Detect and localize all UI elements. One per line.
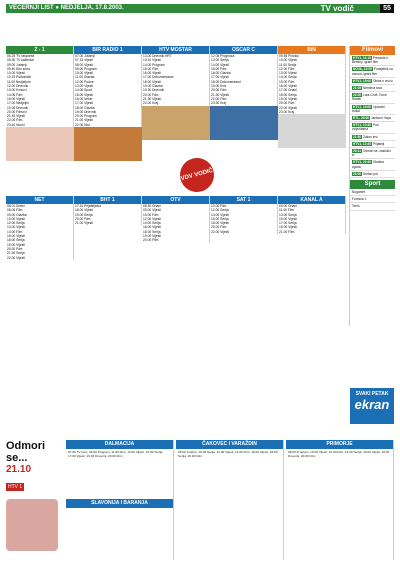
movie-title: Odmori se, zaslužio si [352,149,391,158]
program-item: 20.00 Film [211,225,227,230]
tv-grid [6,46,346,326]
movie-item [350,55,395,66]
program-item: 08.05 Film [7,208,23,213]
program-item: 19.00 Kviz [211,84,227,89]
channel-name: NET [6,196,73,204]
program-item: 09.00 Glazba [7,212,27,217]
program-item: 17.00 Dokumentarac [143,75,174,80]
movie-title: Oblak u vruću [372,78,393,83]
program-item: 22.00 Vijesti [7,255,25,260]
channel-name: BIR RADIO 1 [74,46,141,54]
region-column [286,440,394,560]
program-item: 18.00 Vijesti [143,79,161,84]
movie-item [350,159,395,170]
program-item: 11.00 Glazba [75,75,95,80]
channel-column [278,46,346,148]
program-item: 10.00 Vijesti [7,216,25,221]
program-item: 17.00 Nedjeljni [7,101,29,106]
program-item: 20.00 Film [143,92,159,97]
program-item: 16.00 Vijesti [143,225,161,230]
program-item: 16.00 Vijesti [143,71,161,76]
movie-time: 21:05 [353,86,362,91]
program-item: 08.00 Vijesti [75,62,93,67]
movie-item [350,66,395,77]
program-item: 18.00 Serija [279,92,297,97]
program-item: 09.00 Program [75,66,97,71]
ekran-top: SVAKI PETAK [355,391,389,397]
program-item: 17.00 Serija [279,221,297,226]
program-item: 19.00 Serija [75,212,93,217]
program-item: 23.40 Noćni [7,122,25,127]
program-item: 20.00 Filmovi [7,109,27,114]
program-item: 20.00 Film [143,238,159,243]
program-item: 08.30 Crtani [143,204,161,208]
program-item: 20.00 Film [75,216,91,221]
movie-time: HTV1, 15:00 [353,104,372,109]
channel-name: Z - 1 [6,46,73,54]
program-item: 18.00 Dokumentarni [211,79,241,84]
program-item: 06.30 TV kalendar [7,58,34,63]
ekran-ad [350,388,394,424]
movie-item [350,85,395,92]
program-item: 21.00 Film [279,229,295,234]
movie-time: 23:11 [353,149,361,154]
program-item: 18.00 Glazba [75,105,95,110]
movie-time: 21:50 [353,134,362,139]
channel-name: HTV MOSTAR [142,46,209,54]
program-item: 13.00 Serija [211,58,229,63]
sport-item: Nogomet [350,189,395,196]
sport-item: Formula 1 [350,196,395,203]
program-item: 17.00 Crtani [279,88,297,93]
odmori-box [6,440,62,560]
program-item: 14.00 Vijesti [211,62,229,67]
program-item: 23.30 Kraj [211,101,227,106]
program-item: 17.00 Vijesti [75,101,93,106]
movie-item [350,141,395,148]
program-item: 18.00 Serija [7,238,25,243]
program-item: 16.00 Večer [75,96,93,101]
program-item: 22.00 Film [211,96,227,101]
channel-column [74,196,142,225]
page-header [6,4,394,13]
program-item: 19.00 Vijesti [143,234,161,239]
region-name: DALMACIJA [66,440,173,449]
program-item: 19.30 Dnevnik [143,88,165,93]
movie-item [350,134,395,141]
program-item: 07.00 Jutarnji [75,54,95,58]
program-item: 14.00 Serija [279,75,297,80]
movie-title: Nemirna srca [363,86,382,91]
odmori-photo [6,499,58,551]
movie-item [350,122,395,133]
sidebar-head: Filmovi [350,46,395,55]
movie-title: Lara Croft: Tomb Raider [352,93,387,102]
movie-time: 23:20 [353,93,362,98]
program-item: 10.00 Vijesti [279,58,297,63]
movie-title: Prijatelji [372,141,385,146]
program-item: 21.45 Vijesti [7,114,25,119]
program-item: 13.00 Dnevnik HRT [143,54,172,58]
program-item: 10.00 Film [211,204,227,208]
program-item: 13.00 Vijesti [279,71,297,76]
program-item: 07.15 Vijesti [75,58,93,63]
program-item: 18.00 Vijesti [75,208,93,213]
sport-item: Tenis [350,203,395,210]
vdv-stamp: VDV VODIČ [176,154,218,196]
channel-photo [278,114,346,148]
movie-time: HTV1, 13:40 [353,141,372,146]
program-item: 09.00 Vijesti [143,208,161,213]
region-text: 08.00 Program, 10.00 Vijesti, 12.00 Film, 14.00 Serija, 16.00 Vijesti, 18.00 Dnevnik, 20.00 Film [288,450,390,458]
movie-time: HTV1, 15:00 [353,78,372,83]
movie-item [350,148,395,159]
program-item: 08.01 Sretni [7,204,25,208]
movie-time: HTV1, 11:15 [353,56,371,60]
program-item: 21.30 Serija [7,251,25,256]
channel-photo [74,127,142,161]
program-item: 14.00 Serija [143,221,161,226]
program-item: 18.00 Vijesti [211,221,229,226]
program-item: 11.00 Serija [279,62,297,67]
program-item: 19.00 Vijesti [279,96,297,101]
header-left: VEČERNJI LIST ● NEDJELJA, 17.8.2003. [9,5,124,11]
program-item: 14.00 Film [7,229,23,234]
program-item: 17.10 Prijateljstvo [75,204,102,208]
program-item: 16.00 Glazba [211,71,231,76]
header-title: TV vodič [320,4,354,13]
program-item: 22.00 Vijesti [279,105,297,110]
program-item: 20.00 Program [75,114,97,119]
program-item: 13.00 Kvizovi [7,88,27,93]
odmori-title: Odmori se... [6,440,46,464]
program-item: 13.00 Vijesti [75,84,93,89]
movie-item [350,92,395,103]
program-item: 17.00 Vijesti [211,75,229,80]
program-item: 19.00 Dnevnik [75,109,97,114]
program-item: 14.00 Sport [75,88,93,93]
program-item: 13.00 Vijesti [7,225,25,230]
program-item: 10.15 Psihološki [7,75,32,80]
program-item: 15.00 Film [143,66,159,71]
channel-name: BiN [278,46,345,54]
program-item: 11.00 Nedjeljom [7,79,31,84]
program-item: 12.00 Vijesti [143,216,161,221]
program-item: 10.00 Vijesti [75,71,93,76]
movie-title: Pod zvijezdama [352,123,379,132]
movie-time: HTV1, 22:40 [353,160,372,165]
page-number: 55 [380,4,394,13]
program-item: 16.00 Serija [211,216,229,221]
program-item: 10.00 Vijesti [7,71,25,76]
program-item: 06.25 TV raspored [7,54,35,58]
program-item: 14.00 Vijesti [211,212,229,217]
program-item: 19.00 Vijesti [7,242,25,247]
channel-column [210,196,278,234]
program-item: 15.00 Film [279,79,295,84]
program-item: 14.00 Program [143,62,165,67]
movie-item [350,171,395,178]
program-item: 13.00 Serija [279,212,297,217]
channel-name: BHT 1 [74,196,141,204]
program-item: 11.00 Film [279,208,295,213]
program-item: 10.00 Film [143,212,159,217]
program-item: 21.00 Vijesti [75,118,93,123]
program-item: 12.00 Serija [211,208,229,213]
movies-sidebar [349,46,395,326]
region-text: 07.00 TV jutro, 09.00 Program, 11.00 Film, 13.00 Vijesti, 15.00 Serija, 17.00 Vijesti, 19.00 Dnevnik, 20.00 Film [68,450,164,458]
program-item: 16.00 Vijesti [7,234,25,239]
channel-column [278,196,346,234]
channel-name: KANAL A [278,196,345,204]
program-item: 16.00 Vijesti [7,96,25,101]
ekran-big: ekran [354,397,390,412]
region-column [66,440,174,560]
region-name: SLAVONIJA I BARANJA [66,499,173,508]
program-item: 15.00 Vijesti [279,216,297,221]
program-item: 19.00 Glazba [143,84,163,89]
movie-item [350,115,395,122]
program-item: 14.05 Film [7,92,23,97]
program-item: 20.00 Film [7,246,23,251]
program-item: 09.40 Eko zona [7,66,30,71]
program-item: 19.05 Dnevnik [7,105,29,110]
movie-item [350,78,395,85]
channel-column [6,196,74,260]
region-name: ČAKOVEC I VARAŽDIN [176,440,283,449]
program-item: 09.00 Jutarnji [7,62,27,67]
program-item: 12.05 Prognoza [211,54,235,58]
program-item: 15.00 Vijesti [75,92,93,97]
program-item: 21.30 Vijesti [143,96,161,101]
program-item: 12.00 Podne [75,79,94,84]
program-item: 15.00 Film [211,66,227,71]
program-item: 22.00 Noć [75,122,91,127]
channel-name: OSCAR C [210,46,277,54]
channel-column [6,46,74,161]
channel-column [74,46,142,161]
movie-title: Podsjetnik za razvod, igrani film [352,67,393,76]
odmori-time: 21.10 [6,464,32,475]
bottom-section [66,440,394,560]
channel-photo [210,106,278,140]
program-item: 12.00 Serija [7,221,25,226]
program-item: 20.00 Film [279,101,295,106]
region-text: 08.00 Jutarnji, 10.00 Serija, 12.00 Vijesti, 14.00 Film, 16.00 Vijesti, 18.00 Serija, 20.00 Film [178,450,278,458]
program-item: 09.00 Crtani [279,204,297,208]
channel-name: OTV [142,196,209,204]
movie-title: Zakon krvi [363,134,378,139]
channel-column [142,46,210,140]
movie-time: 23:00 [353,171,362,176]
channel-name: SAT 1 [210,196,277,204]
movie-title: Strašna zgoda [352,160,384,169]
region-column [176,440,284,560]
program-item: 22.00 Vijesti [211,229,229,234]
program-item: 19.00 Vijesti [279,225,297,230]
movie-title: Ljubavni trokut [352,104,385,113]
movie-title: Jackson Hops [371,116,392,121]
program-item: 12.00 Film [279,66,295,71]
sport-head: Sport [350,180,395,189]
movie-title: Sretan put [363,171,378,176]
odmori-channel: HTV 1 [8,484,23,490]
program-item: 20.00 Film [211,88,227,93]
program-item: 13.10 Vijesti [143,58,161,63]
movie-time: HTV1, 10:30 [353,123,372,128]
channel-column [142,196,210,243]
program-item: 12.00 Dnevnik [7,84,29,89]
program-item: 09.55 Pinokio [279,54,299,58]
program-item: 21.00 Vijesti [75,221,93,226]
program-item: 22.00 Film [7,118,23,123]
program-item: 21.30 Vijesti [211,92,229,97]
movie-time: RTL, 20:00 [353,116,370,121]
channel-photo [142,106,210,140]
program-item: 22.00 Kraj [143,101,159,106]
channel-photo [6,127,74,161]
program-item: 23.00 Kraj [279,109,295,114]
channel-column [210,46,278,140]
movie-time: NOVA, 12:00 [353,67,372,72]
movie-title: Prevarila u Berkley, igrani film [352,56,389,65]
movie-item [350,104,395,115]
region-name: PRIMORJE [286,440,393,449]
program-item: 18.00 Serija [143,229,161,234]
program-item: 16.00 Vijesti [279,84,297,89]
